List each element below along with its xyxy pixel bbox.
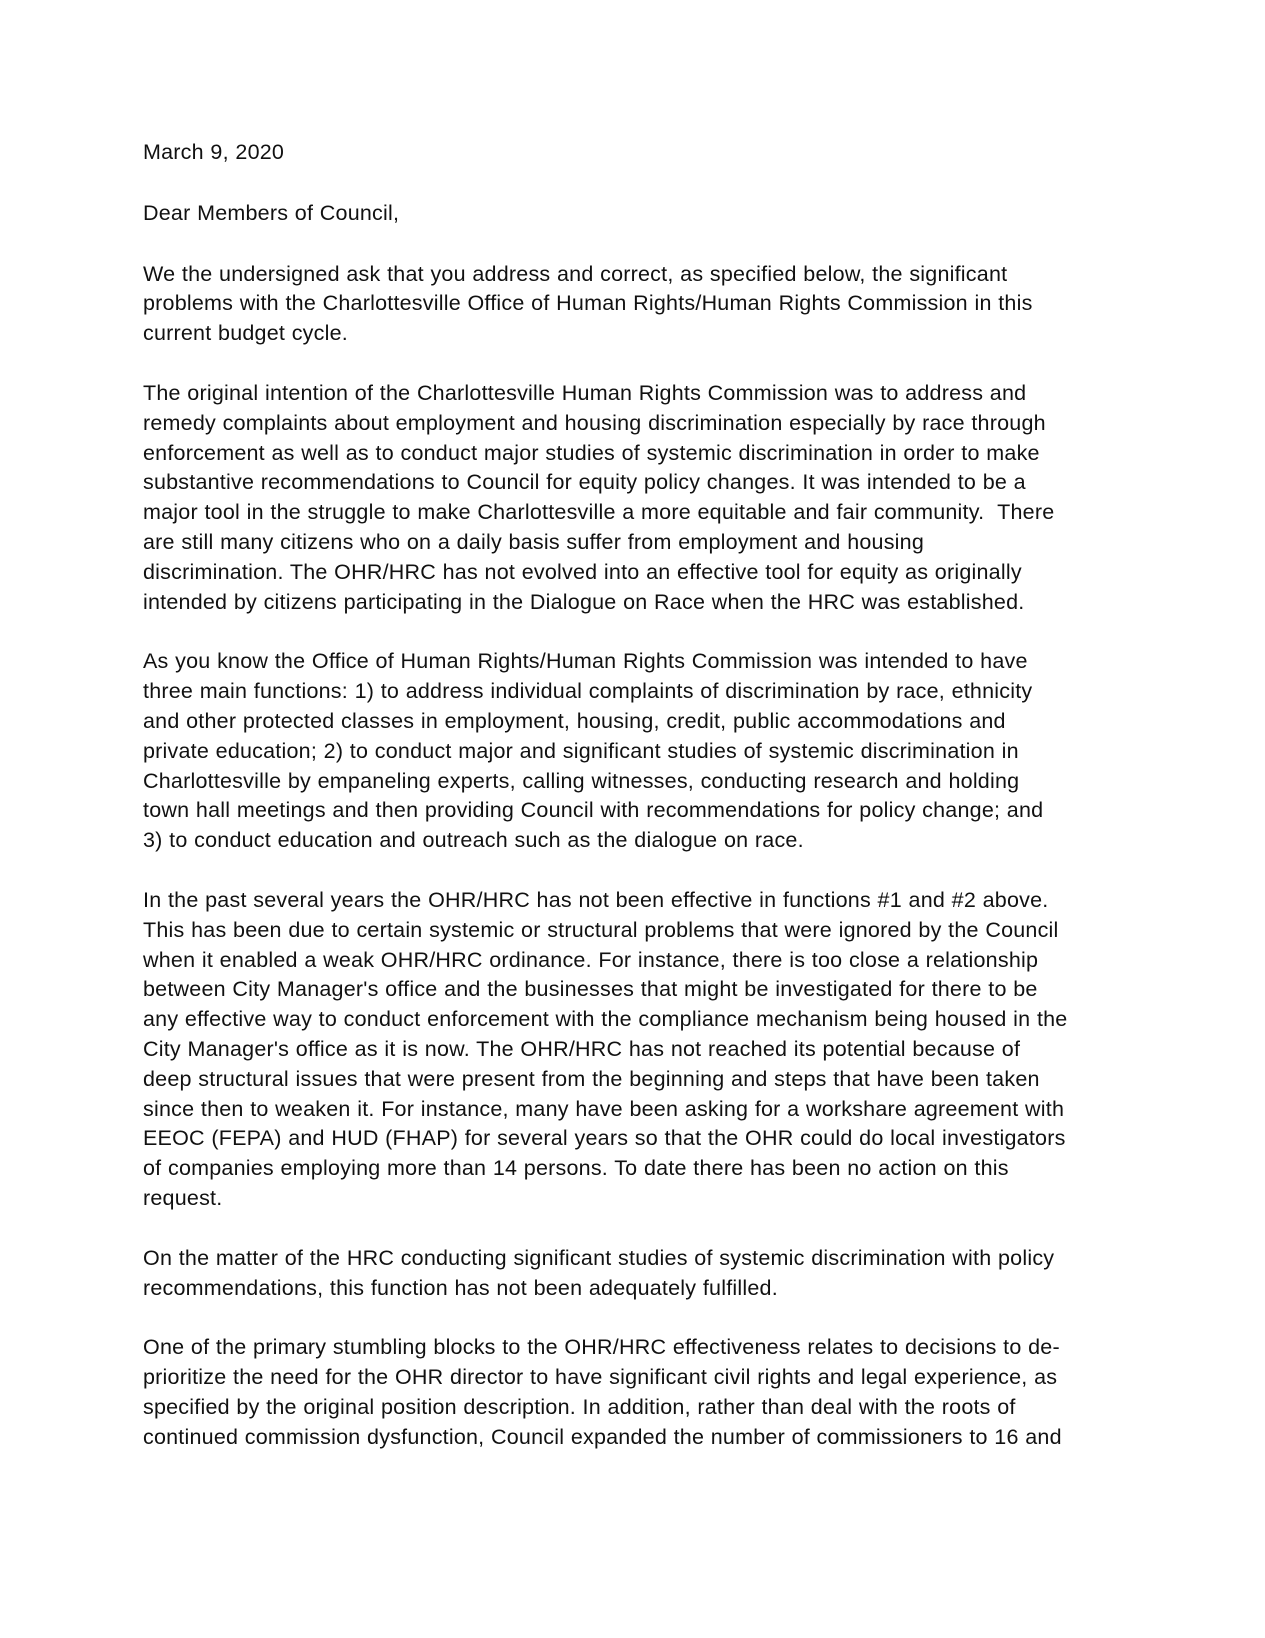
- letter-paragraph-1: We the undersigned ask that you address and correct, as specified below, the significant problems with the Charlottesville Office of Human Rights/Human Rights Commission in this current budget cycle.: [143, 261, 1040, 346]
- letter-salutation: Dear Members of Council,: [143, 200, 400, 225]
- letter-paragraph-5: On the matter of the HRC conducting significant studies of systemic discrimination with policy recommendations, this function has not been adequately fulfilled.: [143, 1245, 1061, 1300]
- letter-paragraph-4: In the past several years the OHR/HRC has not been effective in functions #1 and #2 above. This has been due to certain systemic or structural problems that were ignored by the Council when it enabled a weak OHR/HRC ordinance. For instance, there is too close a relationship between City Manager's office and the businesses that might be investigated for there to be any effective way to conduct enforcement with the compliance mechanism being housed in the City Manager's office as it is now. The OHR/HRC has not reached its potential because of deep structural issues that were present from the beginning and steps that have been taken since then to weaken it. For instance, many have been asking for a workshare agreement with EEOC (FEPA) and HUD (FHAP) for several years so that the OHR could do local investigators of companies employing more than 14 persons. To date there has been no action on this request.: [143, 887, 1075, 1210]
- letter-paragraph-2: The original intention of the Charlottesville Human Rights Commission was to address and remedy complaints about employment and housing discrimination especially by race through enforcement as well as to conduct major studies of systemic discrimination in order to make substantive recommendations to Council for equity policy changes. It was intended to be a major tool in the struggle to make Charlottesville a more equitable and fair community. There are still many citizens who on a daily basis suffer from employment and housing discrimination. The OHR/HRC has not evolved into an effective tool for equity as originally intended by citizens participating in the Dialogue on Race when the HRC was established.: [143, 380, 1061, 614]
- letter-date: March 9, 2020: [143, 140, 285, 164]
- letter-body: [143, 138, 1075, 1452]
- letter-paragraph-3: As you know the Office of Human Rights/Human Rights Commission was intended to have three main functions: 1) to address individual complaints of discrimination by race, ethnicity and other protected classes in employment, housing, credit, public accommodations and private education; 2) to conduct major and significant studies of systemic discrimination in Charlottesville by empaneling experts, calling witnesses, conducting research and holding town hall meetings and then providing Council with recommendations for policy change; and 3) to conduct education and outreach such as the dialogue on race.: [143, 649, 1050, 853]
- letter-paragraph-6: One of the primary stumbling blocks to the OHR/HRC effectiveness relates to decisions to de-prioritize the need for the OHR director to have significant civil rights and legal experience, as specified by the original position description. In addition, rather than deal with the roots of continued commission dysfunction, Council expanded the number of commissioners to 16 and: [143, 1335, 1064, 1449]
